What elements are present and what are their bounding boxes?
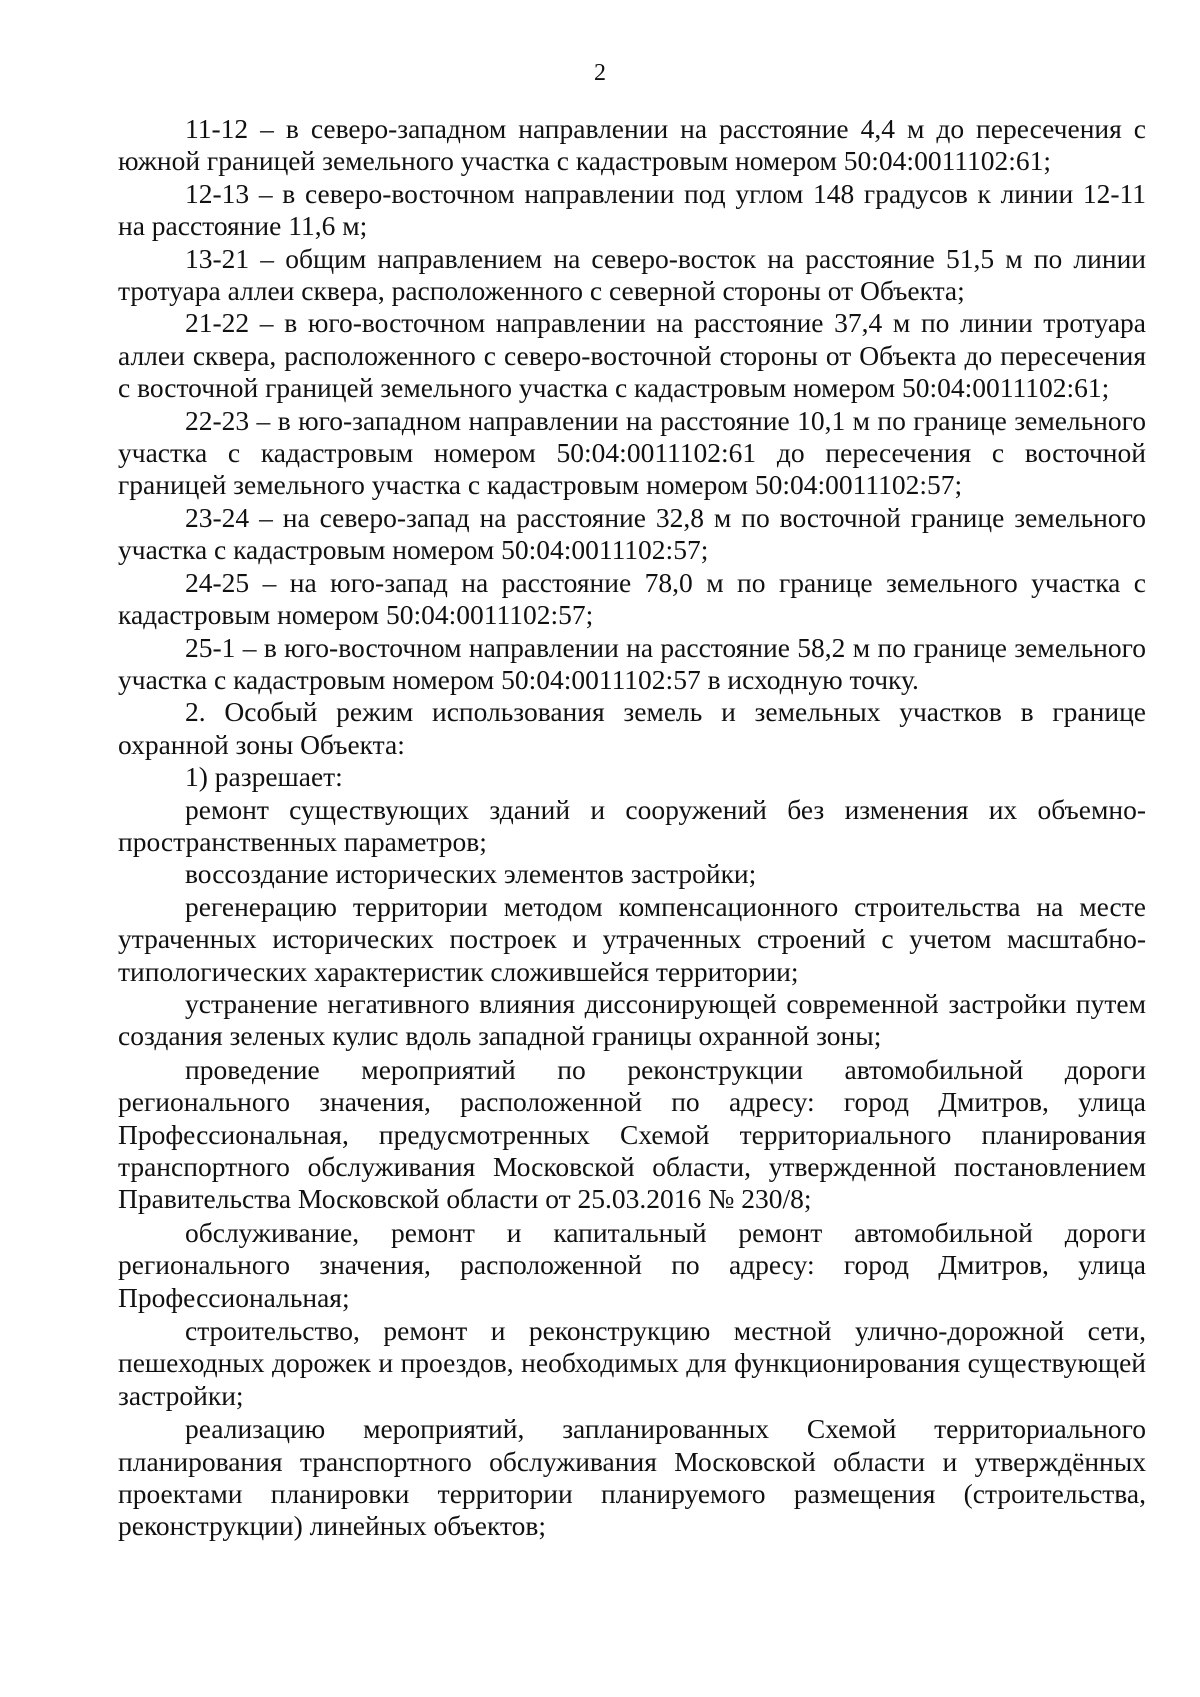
- document-body: [118, 113, 1146, 1543]
- permitted-item-green-screens: устранение негативного влияния диссонирующей современной застройки путем создания зеленых кулис вдоль западной границы охранной зоны;: [118, 987, 1146, 1052]
- page-number: 2: [594, 60, 606, 86]
- permitted-item-linear-objects: реализацию мероприятий, запланированных Схемой территориального планирования транспортного обслуживания Московской области и утверждённых проектами планировки территории планируемого размещения (строительства, реконструкции) линейных объектов;: [118, 1413, 1146, 1542]
- boundary-segment-13-21: 13-21 – общим направлением на северо-восток на расстояние 51,5 м по линии тротуара аллеи сквера, расположенного с северной стороны от Объекта;: [118, 242, 1146, 307]
- boundary-segment-21-22: 21-22 – в юго-восточном направлении на расстояние 37,4 м по линии тротуара аллеи сквера, расположенного с северо-восточной стороны от Объекта до пересечения с восточной границей земельного участка с кадастровым номером 50:04:0011102:61;: [118, 307, 1146, 404]
- boundary-segment-24-25: 24-25 – на юго-запад на расстояние 78,0 м по границе земельного участка с кадастровым номером 50:04:0011102:57;: [118, 566, 1146, 631]
- boundary-segment-23-24: 23-24 – на северо-запад на расстояние 32,8 м по восточной границе земельного участка с кадастровым номером 50:04:0011102:57;: [118, 501, 1146, 566]
- permitted-item-repair: ремонт существующих зданий и сооружений без изменения их объемно-пространственных параметров;: [118, 793, 1146, 857]
- boundary-segment-11-12: 11-12 – в северо-западном направлении на расстояние 4,4 м до пересечения с южной границей земельного участка с кадастровым номером 50:04:0011102:61;: [118, 113, 1146, 177]
- permitted-item-road-reconstruction: проведение мероприятий по реконструкции автомобильной дороги регионального значения, расположенной по адресу: город Дмитров, улица Профессиональная, предусмотренных Схемой территориального планирования транспортного обслуживания Московской области, утвержденной постановлением Правительства Московской области от 25.03.2016 № 230/8;: [118, 1053, 1146, 1215]
- boundary-segment-25-1: 25-1 – в юго-восточном направлении на расстояние 58,2 м по границе земельного участка с кадастровым номером 50:04:0011102:57 в исходную точку.: [118, 631, 1146, 695]
- permitted-item-road-maintenance: обслуживание, ремонт и капитальный ремонт автомобильной дороги регионального значения, расположенной по адресу: город Дмитров, улица Профессиональная;: [118, 1216, 1146, 1313]
- boundary-segment-22-23: 22-23 – в юго-западном направлении на расстояние 10,1 м по границе земельного участка с кадастровым номером 50:04:0011102:61 до пересечения с восточной границей земельного участка с кадастровым номером 50:04:0011102:57;: [118, 404, 1146, 501]
- boundary-segment-12-13: 12-13 – в северо-восточном направлении под углом 148 градусов к линии 12-11 на расстояние 11,6 м;: [118, 177, 1146, 242]
- section-2-heading: 2. Особый режим использования земель и земельных участков в границе охранной зоны Объекта:: [118, 696, 1146, 760]
- permitted-item-regeneration: регенерацию территории методом компенсационного строительства на месте утраченных исторических построек и утраченных строений с учетом масштабно-типологических характеристик сложившейся территории;: [118, 890, 1146, 987]
- subsection-1-heading: 1) разрешает:: [185, 761, 343, 793]
- permitted-item-recreation: воссоздание исторических элементов застройки;: [185, 858, 757, 890]
- permitted-item-street-network: строительство, ремонт и реконструкцию местной улично-дорожной сети, пешеходных дорожек и проездов, необходимых для функционирования существующей застройки;: [118, 1315, 1146, 1411]
